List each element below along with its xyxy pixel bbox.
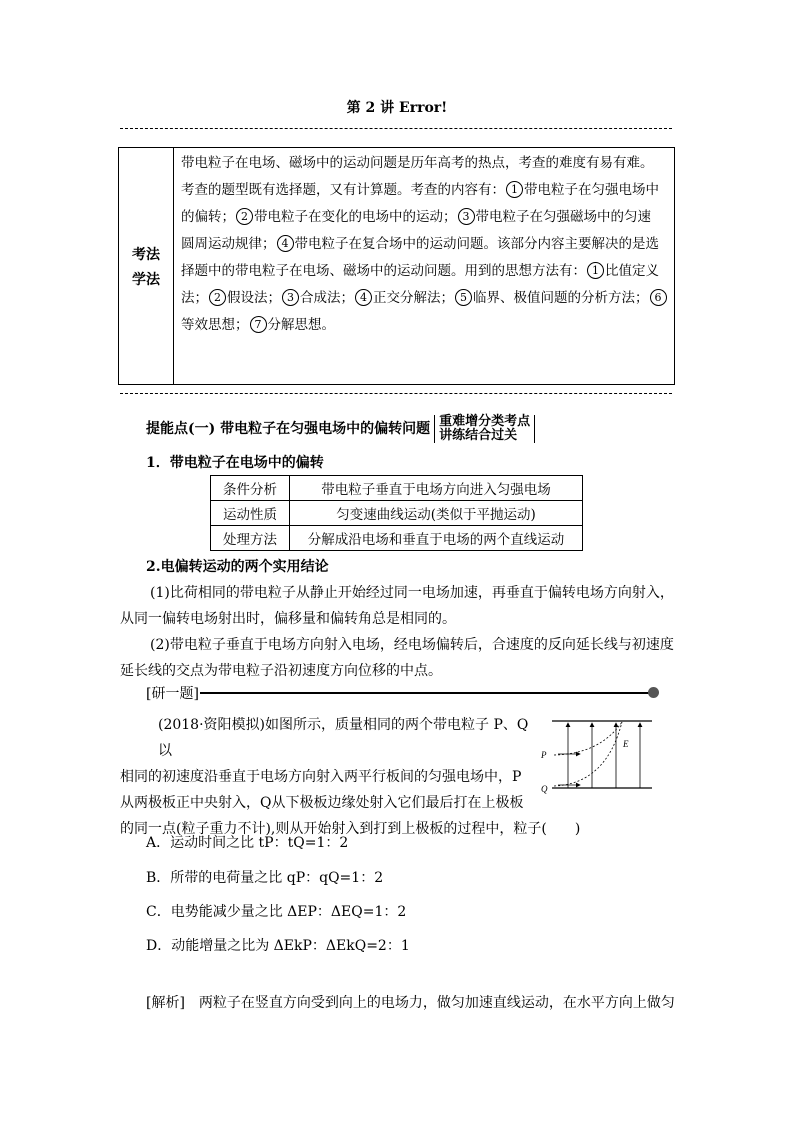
number-circle-icon: 1 [506, 181, 523, 198]
study-label: [研一题] [146, 686, 199, 702]
question-stem: (2018·资阳模拟)如图所示，质量相同的两个带电粒子 P、Q以 相同的初速度沿垂直于电场方向射入两平行板间的匀强电场中，P 从两极板正中央射入，Q从下极板边缘处射入它们最后打在上极板 的同一点(粒子重力不计),则从开始射入到打到上极板的过程中，粒子( ) [120, 717, 581, 837]
bottom-divider [120, 393, 672, 394]
number-circle-icon: 7 [250, 316, 267, 333]
number-circle-icon: 6 [650, 289, 667, 306]
number-circle-icon: 3 [282, 289, 299, 306]
label-line-2: 学法 [132, 272, 160, 288]
number-circle-icon: 4 [277, 235, 294, 252]
text-line: 的偏转； 2 带电粒子在变化的电场中的运动； 3 带电粒子在匀强磁场中的匀速 [181, 209, 651, 225]
table-row: 条件分析 带电粒子垂直于电场方向进入匀强电场 [211, 476, 583, 501]
section-heading [146, 415, 535, 443]
table-row: 运动性质 匀变速曲线运动(类似于平抛运动) [211, 501, 583, 526]
number-circle-icon: 4 [355, 289, 372, 306]
option-b: B．所带的电荷量之比 qP：qQ=1：2 [146, 870, 384, 886]
exam-method-text [181, 150, 669, 339]
section-tag: 重难增分类考点 讲练结合过关 [434, 415, 535, 443]
text-line: 等效思想； 7 分解思想。 [181, 317, 335, 333]
number-circle-icon: 1 [587, 262, 604, 279]
exam-method-box [118, 147, 675, 385]
text-line: 择题中的带电粒子在电场、磁场中的运动问题。用到的思想方法有： 1 比值定义 [181, 263, 659, 279]
number-circle-icon: 2 [236, 208, 253, 225]
label-line-1: 考法 [132, 247, 160, 263]
number-circle-icon: 2 [209, 289, 226, 306]
conclusion-1: (1)比荷相同的带电粒子从静止开始经过同一电场加速，再垂直于偏转电场方向射入， 从同一偏转电场射出时，偏移量和偏转角总是相同的。 [120, 585, 674, 627]
section-title: 提能点(一) 带电粒子在匀强电场中的偏转问题 [146, 421, 431, 437]
field-diagram [540, 714, 656, 798]
number-circle-icon: 3 [458, 208, 475, 225]
analysis-text: [解析] 两粒子在竖直方向受到向上的电场力，做匀加速直线运动，在水平方向上做匀 [146, 995, 675, 1011]
option-a: A．运动时间之比 tP：tQ=1：2 [146, 835, 349, 851]
top-divider [120, 128, 672, 129]
condition-table [210, 475, 583, 551]
heading-1: 1．带电粒子在电场中的偏转 [146, 455, 324, 471]
text-line: 法； 2 假设法； 3 合成法； 4 正交分解法； 5 临界、极值问题的分析方法； 6 [181, 285, 669, 312]
label-p: P [541, 750, 547, 760]
page-title: 第 2 讲 Error! [346, 100, 448, 116]
option-c: C．电势能减少量之比 ΔEP：ΔEQ=1：2 [146, 904, 407, 920]
study-rule [200, 692, 652, 694]
study-rule-dot-icon [648, 687, 659, 698]
label-e: E [623, 739, 629, 749]
heading-2: 2.电偏转运动的两个实用结论 [146, 559, 329, 575]
text-line: 圆周运动规律； 4 带电粒子在复合场中的运动问题。该部分内容主要解决的是选 [181, 236, 659, 252]
text-line: 考查的题型既有选择题，又有计算题。考查的内容有： 1 带电粒子在匀强电场中 [181, 182, 659, 198]
table-row: 处理方法 分解成沿电场和垂直于电场的两个直线运动 [211, 526, 583, 551]
label-q: Q [541, 784, 548, 794]
exam-method-label-cell [119, 148, 174, 384]
number-circle-icon: 5 [455, 289, 472, 306]
option-d: D．动能增量之比为 ΔEkP：ΔEkQ=2：1 [146, 938, 410, 954]
conclusion-2: (2)带电粒子垂直于电场方向射入电场，经电场偏转后，合速度的反向延长线与初速度 延长线的交点为带电粒子沿初速度方向位移的中点。 [120, 637, 674, 679]
text-line: 带电粒子在电场、磁场中的运动问题是历年高考的热点，考查的难度有易有难。 [181, 155, 654, 171]
